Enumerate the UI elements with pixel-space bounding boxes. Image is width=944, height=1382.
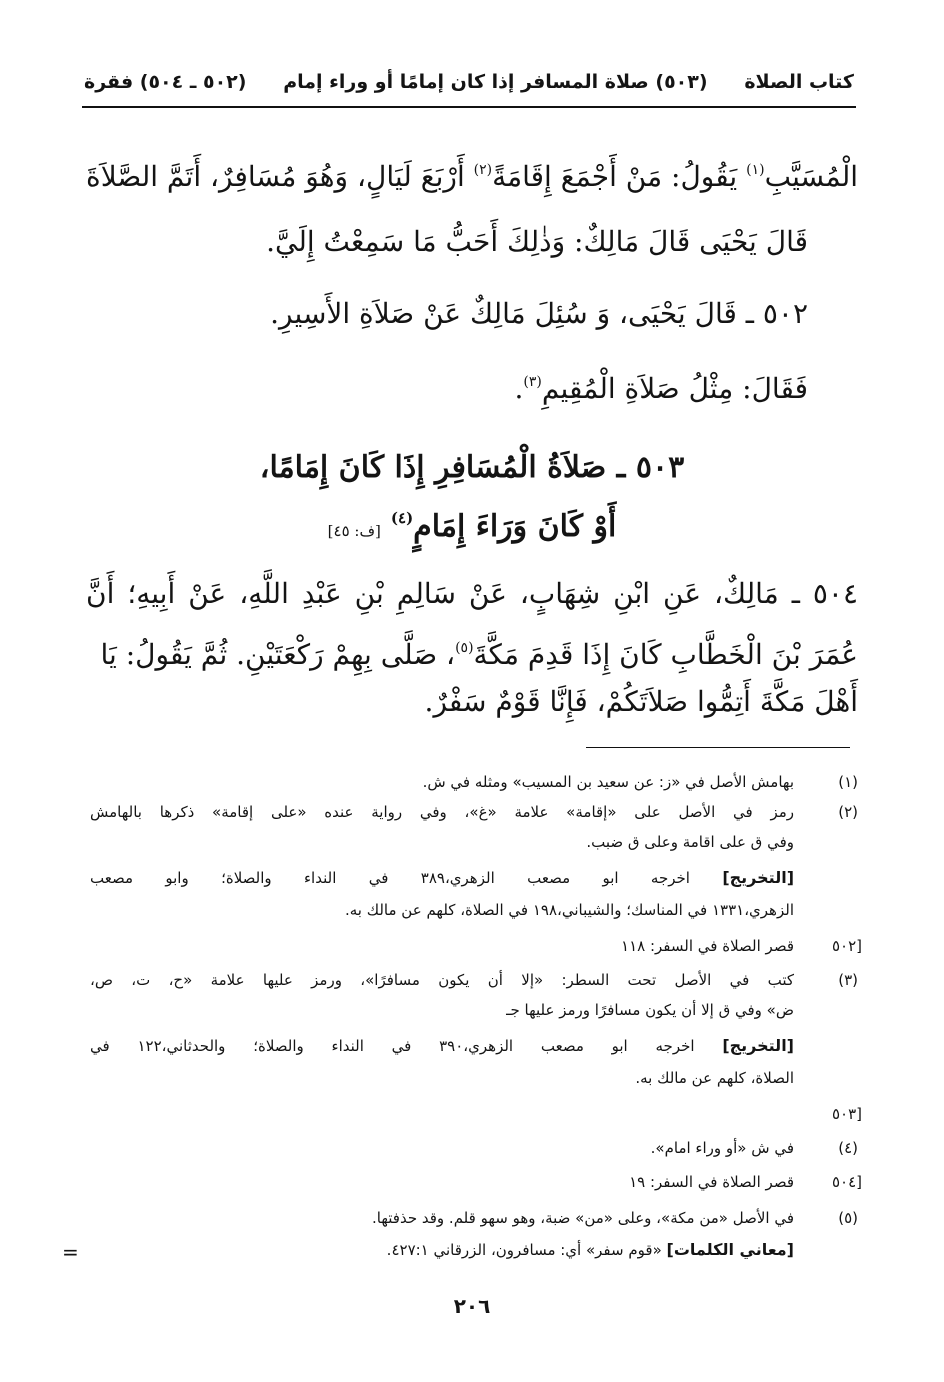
footnote-ref-4[interactable]: (٤) xyxy=(390,509,414,527)
takhrij-text: الزهري،١٣٣١ في المناسك؛ والشيباني،١٩٨ في الصلاة، كلهم عن مالك به. xyxy=(344,901,794,919)
takhrij-line xyxy=(90,866,794,890)
paragraph-502: ٥٠٢ ـ قَالَ يَحْيَى، وَ سُئِلَ مَالِكٌ عَنْ صَلاَةِ الأَسِيرِ. xyxy=(270,297,808,330)
footnote-text: بهامش الأصل في «ز: عن سعيد بن المسيب» ومثله في ش. xyxy=(422,773,794,791)
page-number: ٢٠٦ xyxy=(453,1294,491,1318)
footnote-text: ض» وفي ق إلا أن يكون مسافرًا ورمز عليها جـ xyxy=(506,1001,794,1019)
footnote-text: في ش «أو وراء امام». xyxy=(650,1139,794,1157)
takhrij-keyword: [التخريج] xyxy=(722,868,794,887)
footnote-text: في الأصل «من مكة»، وعلى «من» ضبة، وهو سهو قلم. وقد حذفتها. xyxy=(372,1209,794,1227)
footnote-3-takhrij xyxy=(0,1034,944,1090)
takhrij-line xyxy=(90,1034,794,1058)
header-book-title: كتاب الصلاة xyxy=(744,71,854,93)
paragraph-504-line3: أَهْلَ مَكَّةَ أَتِمُّوا صَلاَتَكُمْ، فَإِنَّا قَوْمٌ سَفْرٌ. xyxy=(424,685,858,718)
text-segment: فَقَالَ: مِثْلُ صَلاَةِ الْمُقِيمِ xyxy=(541,372,808,405)
word-meanings-line xyxy=(387,1238,794,1262)
footnote-2-takhrij xyxy=(0,866,944,922)
footnote-ref-2[interactable]: (٢) xyxy=(473,162,493,178)
text-segment: أَرْبَعَ لَيَالٍ، وَهُوَ مُسَافِرٌ، أَتَمَّ الصَّلاَةَ xyxy=(86,160,474,193)
text-line-4 xyxy=(515,362,808,409)
footnote-ref-1[interactable]: (١) xyxy=(746,162,765,178)
footnote-2 xyxy=(0,800,944,856)
heading-text: أَوْ كَانَ وَرَاءَ إِمَامٍ xyxy=(413,509,617,544)
header-chapter-title: (٥٠٣) صلاة المسافر إذا كان إمامًا أو وراء إمام xyxy=(283,71,708,93)
text-segment: عُمَرَ بْنَ الْخَطَّابِ كَانَ إِذَا قَدِمَ مَكَّةَ xyxy=(473,638,858,671)
footnote-text: كتب في الأصل تحت السطر: «إلا أن يكون مسافرًا»، ورمز عليها علامة «ح، ت، ص، xyxy=(90,971,794,989)
footnote-5 xyxy=(0,1206,944,1262)
continuation-mark: = xyxy=(62,1240,79,1264)
text-segment: . xyxy=(514,372,524,405)
running-header xyxy=(84,64,854,100)
section-heading-503-line2 xyxy=(0,496,944,553)
footnote-label: (٤) xyxy=(838,1139,858,1157)
text-line-2: قَالَ يَحْيَى قَالَ مَالِكٌ: وَذٰلِكَ أَحَبُّ مَا سَمِعْتُ إِلَيَّ. xyxy=(266,225,808,258)
takhrij-text: اخرجه ابو مصعب الزهري،٣٨٩ في النداء والصلاة؛ وابو مصعب xyxy=(90,869,723,887)
section-heading-503-line1: ٥٠٣ ـ صَلاَةُ الْمُسَافِرِ إِذَا كَانَ إِمَامًا، xyxy=(259,450,685,485)
footnote-3 xyxy=(0,968,944,1024)
footnote-label: (٣) xyxy=(838,971,858,989)
word-meanings-keyword: [معاني الكلمات] xyxy=(666,1240,794,1259)
header-divider xyxy=(82,106,856,108)
takhrij-keyword: [التخريج] xyxy=(722,1036,794,1055)
footnote-label: (٥) xyxy=(838,1209,858,1227)
reference-label: [٥٠٣ xyxy=(831,1105,862,1123)
word-meanings-text: «قوم سفر» أي: مسافرون، الزرقاني ٤٢٧:١. xyxy=(386,1241,667,1259)
reference-label: [٥٠٢ xyxy=(831,937,862,955)
text-segment: ، صَلَّى بِهِمْ رَكْعَتَيْنِ. ثُمَّ يَقُولُ: يَا xyxy=(100,638,456,671)
takhrij-text: اخرجه ابو مصعب الزهري،٣٩٠ في النداء والصلاة؛ والحدثاني،١٢٢ في xyxy=(90,1037,723,1055)
footnote-divider xyxy=(586,747,850,748)
takhrij-text: الصلاة، كلهم عن مالك به. xyxy=(635,1069,794,1087)
footnote-label: (٢) xyxy=(838,803,858,821)
footnote-label: (١) xyxy=(838,773,858,791)
text-segment: الْمُسَيَّبِ xyxy=(764,160,858,193)
footnote-ref-3[interactable]: (٣) xyxy=(523,374,542,390)
reference-label: [٥٠٤ xyxy=(831,1173,862,1191)
footnote-ref-5[interactable]: (٥) xyxy=(455,640,474,656)
page-reference: [ف: ٤٥] xyxy=(327,522,381,540)
text-line-1 xyxy=(86,150,858,197)
paragraph-504-line1: ٥٠٤ ـ مَالِكٌ، عَنِ ابْنِ شِهَابٍ، عَنْ سَالِمِ بْنِ عَبْدِ اللَّهِ، عَنْ أَبِيهِ؛ أَنَّ xyxy=(86,577,858,610)
footnote-text: رمز في الأصل على «إقامة» علامة «غ»، وفي رواية عنده «على إقامة» ذكرها بالهامش xyxy=(90,803,794,821)
text-segment: يَقُولُ: مَنْ أَجْمَعَ إِقَامَةً xyxy=(492,160,747,193)
reference-text: قصر الصلاة في السفر: ١٩ xyxy=(629,1173,794,1191)
paragraph-504-line2 xyxy=(100,628,858,675)
footnote-text: وفي ق على اقامة وعلى ق ضبب. xyxy=(586,833,794,851)
header-paragraph-range: (٥٠٢ ـ ٥٠٤) فقرة xyxy=(84,71,247,93)
reference-text: قصر الصلاة في السفر: ١١٨ xyxy=(621,937,794,955)
